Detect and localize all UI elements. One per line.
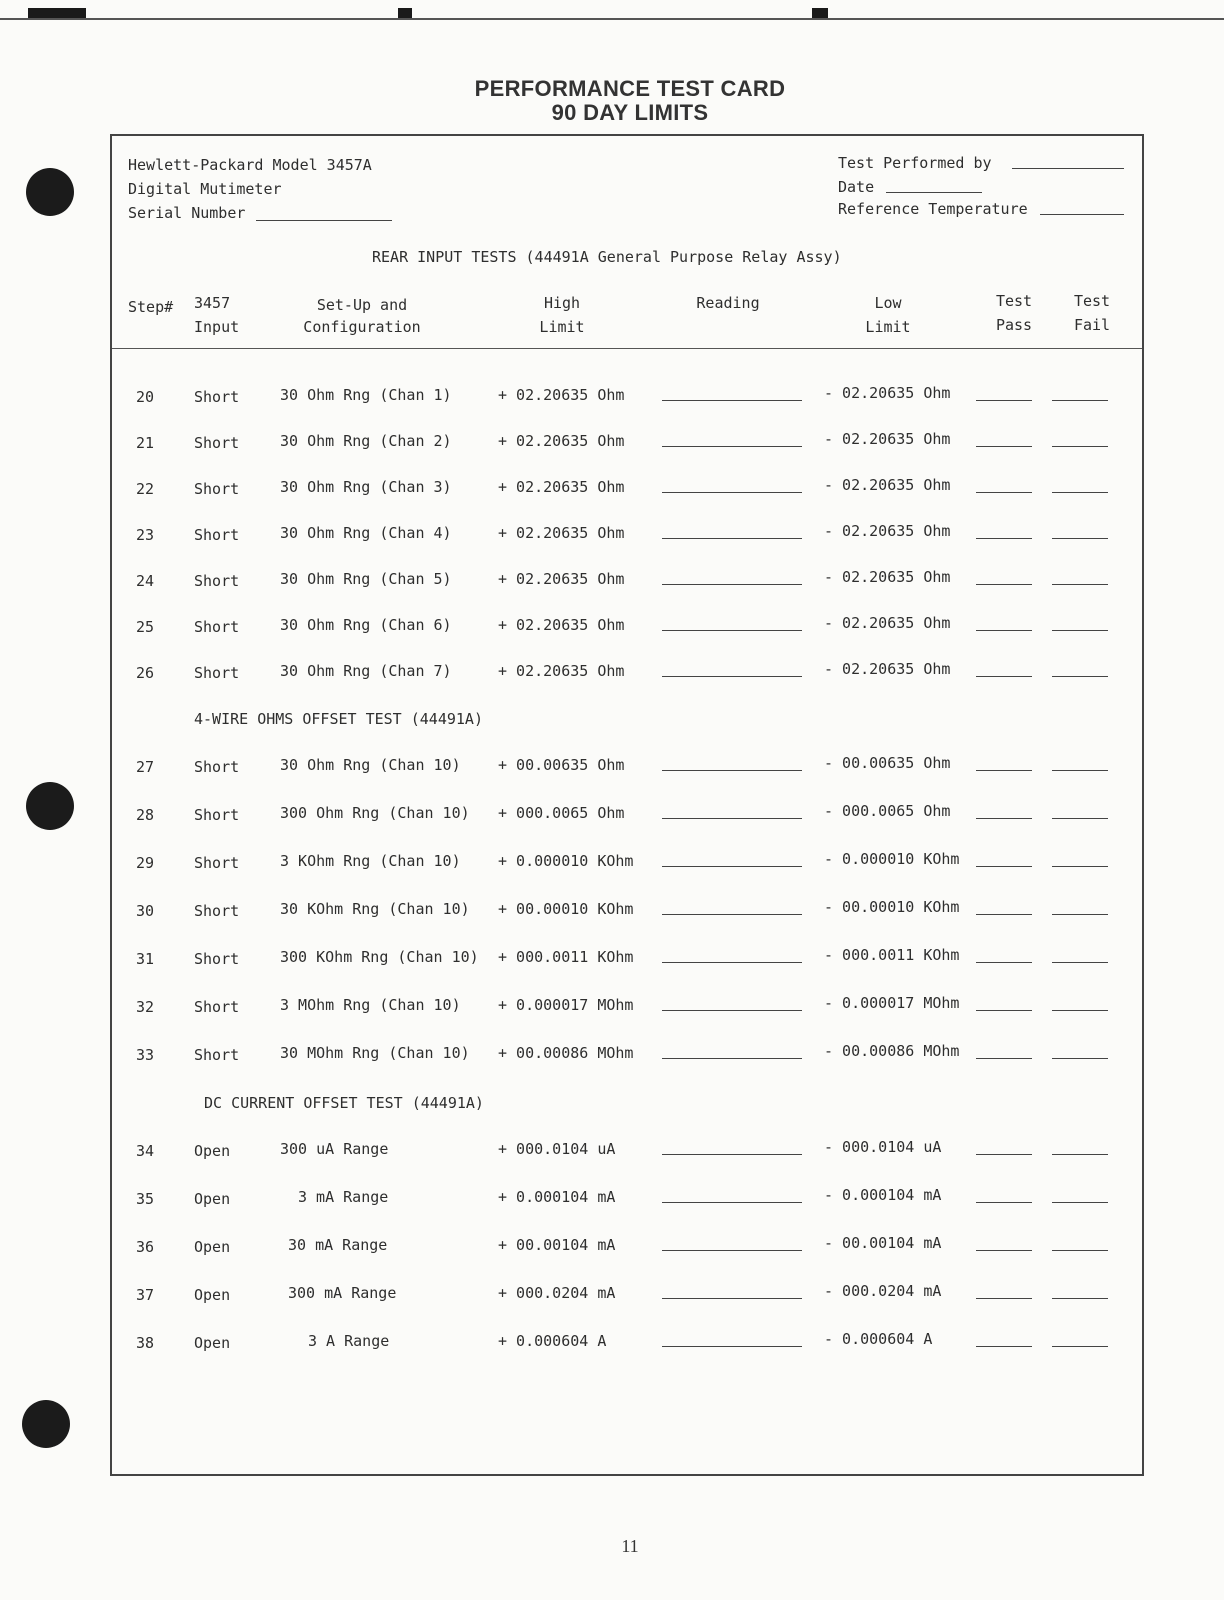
col-low-line1: Low — [874, 294, 902, 312]
col-high-line2: Limit — [539, 318, 585, 336]
step-number: 34 — [136, 1142, 155, 1160]
setup-config: 300 Ohm Rng (Chan 10) — [280, 804, 470, 822]
setup-config: 30 mA Range — [288, 1236, 388, 1254]
reading-field[interactable] — [662, 1058, 802, 1059]
low-limit: - 000.0011 KOhm — [824, 946, 960, 964]
reading-field[interactable] — [662, 866, 802, 867]
reading-field[interactable] — [662, 962, 802, 963]
pass-field[interactable] — [976, 400, 1032, 401]
top-edge-mark — [28, 8, 86, 18]
input-type: Short — [194, 1046, 240, 1064]
setup-config: 300 mA Range — [288, 1284, 397, 1302]
pass-field[interactable] — [976, 1010, 1032, 1011]
step-number: 26 — [136, 664, 155, 682]
low-limit: - 0.000104 mA — [824, 1186, 942, 1204]
reading-field[interactable] — [662, 1346, 802, 1347]
low-limit: - 02.20635 Ohm — [824, 660, 951, 678]
fail-field[interactable] — [1052, 914, 1108, 915]
reading-field[interactable] — [662, 1154, 802, 1155]
setup-config: 30 MOhm Rng (Chan 10) — [280, 1044, 470, 1062]
pass-field[interactable] — [976, 630, 1032, 631]
step-number: 29 — [136, 854, 155, 872]
pass-field[interactable] — [976, 962, 1032, 963]
high-limit: + 02.20635 Ohm — [498, 662, 625, 680]
setup-config: 30 Ohm Rng (Chan 3) — [280, 478, 452, 496]
fail-field[interactable] — [1052, 492, 1108, 493]
input-type: Short — [194, 526, 240, 544]
setup-config: 3 A Range — [308, 1332, 390, 1350]
reading-field[interactable] — [662, 446, 802, 447]
high-limit: + 00.00635 Ohm — [498, 756, 625, 774]
step-number: 25 — [136, 618, 155, 636]
fail-field[interactable] — [1052, 818, 1108, 819]
low-limit: - 00.00086 MOhm — [824, 1042, 960, 1060]
page-title: PERFORMANCE TEST CARD — [474, 76, 786, 101]
manufacturer-model: Hewlett-Packard Model 3457A — [128, 156, 372, 174]
fail-field[interactable] — [1052, 1250, 1108, 1251]
high-limit: + 000.0065 Ohm — [498, 804, 625, 822]
section-title: REAR INPUT TESTS (44491A General Purpose Relay Assy) — [372, 248, 842, 266]
setup-config: 30 Ohm Rng (Chan 6) — [280, 616, 452, 634]
step-number: 20 — [136, 388, 155, 406]
binder-hole — [26, 168, 74, 216]
test-card — [110, 134, 1144, 1476]
step-number: 21 — [136, 434, 155, 452]
subsection-title: DC CURRENT OFFSET TEST (44491A) — [204, 1094, 484, 1112]
serial-number-label: Serial Number — [128, 204, 246, 222]
pass-field[interactable] — [976, 446, 1032, 447]
input-type: Open — [194, 1190, 231, 1208]
high-limit: + 000.0011 KOhm — [498, 948, 634, 966]
step-number: 30 — [136, 902, 155, 920]
high-limit: + 02.20635 Ohm — [498, 432, 625, 450]
setup-config: 30 Ohm Rng (Chan 10) — [280, 756, 461, 774]
fail-field[interactable] — [1052, 1298, 1108, 1299]
instrument-name: Digital Mutimeter — [128, 180, 282, 198]
col-pass-line2: Pass — [995, 316, 1033, 334]
low-limit: - 02.20635 Ohm — [824, 522, 951, 540]
high-limit: + 00.00086 MOhm — [498, 1044, 634, 1062]
top-edge-line — [0, 18, 1224, 20]
col-setup-line1: Set-Up and — [316, 296, 408, 314]
step-number: 38 — [136, 1334, 155, 1352]
step-number: 22 — [136, 480, 155, 498]
input-type: Short — [194, 758, 240, 776]
col-reading: Reading — [696, 294, 760, 312]
reading-field[interactable] — [662, 400, 802, 401]
step-number: 27 — [136, 758, 155, 776]
input-type: Short — [194, 854, 240, 872]
step-number: 32 — [136, 998, 155, 1016]
fail-field[interactable] — [1052, 538, 1108, 539]
date-label: Date — [838, 178, 875, 196]
setup-config: 30 Ohm Rng (Chan 5) — [280, 570, 452, 588]
pass-field[interactable] — [976, 1058, 1032, 1059]
pass-field[interactable] — [976, 1298, 1032, 1299]
reading-field[interactable] — [662, 676, 802, 677]
high-limit: + 000.0104 uA — [498, 1140, 616, 1158]
high-limit: + 0.000017 MOhm — [498, 996, 634, 1014]
high-limit: + 00.00104 mA — [498, 1236, 616, 1254]
input-type: Short — [194, 434, 240, 452]
low-limit: - 02.20635 Ohm — [824, 476, 951, 494]
pass-field[interactable] — [976, 492, 1032, 493]
fail-field[interactable] — [1052, 630, 1108, 631]
col-input-line1: 3457 — [194, 294, 231, 312]
pass-field[interactable] — [976, 538, 1032, 539]
col-step: Step# — [128, 298, 174, 316]
page-subtitle: 90 DAY LIMITS — [551, 100, 709, 125]
col-pass-line1: Test — [995, 292, 1033, 310]
input-type: Open — [194, 1286, 231, 1304]
step-number: 24 — [136, 572, 155, 590]
pass-field[interactable] — [976, 1154, 1032, 1155]
low-limit: - 02.20635 Ohm — [824, 614, 951, 632]
fail-field[interactable] — [1052, 400, 1108, 401]
fail-field[interactable] — [1052, 584, 1108, 585]
fail-field[interactable] — [1052, 676, 1108, 677]
input-type: Open — [194, 1238, 231, 1256]
binder-hole — [26, 782, 74, 830]
pass-field[interactable] — [976, 914, 1032, 915]
low-limit: - 00.00635 Ohm — [824, 754, 951, 772]
low-limit: - 02.20635 Ohm — [824, 384, 951, 402]
step-number: 36 — [136, 1238, 155, 1256]
low-limit: - 000.0204 mA — [824, 1282, 942, 1300]
pass-field[interactable] — [976, 1346, 1032, 1347]
reading-field[interactable] — [662, 538, 802, 539]
reading-field[interactable] — [662, 1250, 802, 1251]
input-type: Open — [194, 1142, 231, 1160]
input-type: Short — [194, 998, 240, 1016]
high-limit: + 02.20635 Ohm — [498, 478, 625, 496]
high-limit: + 02.20635 Ohm — [498, 524, 625, 542]
page-number: 11 — [621, 1536, 639, 1556]
header-divider — [112, 348, 1142, 349]
input-type: Short — [194, 618, 240, 636]
fail-field[interactable] — [1052, 1346, 1108, 1347]
pass-field[interactable] — [976, 676, 1032, 677]
pass-field[interactable] — [976, 584, 1032, 585]
reading-field[interactable] — [662, 770, 802, 771]
step-number: 28 — [136, 806, 155, 824]
reading-field[interactable] — [662, 1298, 802, 1299]
input-type: Short — [194, 480, 240, 498]
high-limit: + 0.000604 A — [498, 1332, 607, 1350]
reading-field[interactable] — [662, 492, 802, 493]
setup-config: 300 uA Range — [280, 1140, 389, 1158]
setup-config: 3 KOhm Rng (Chan 10) — [280, 852, 461, 870]
binder-hole — [22, 1400, 70, 1448]
serial-number-field[interactable] — [256, 220, 392, 221]
pass-field[interactable] — [976, 818, 1032, 819]
high-limit: + 0.000010 KOhm — [498, 852, 634, 870]
reading-field[interactable] — [662, 630, 802, 631]
input-type: Short — [194, 950, 240, 968]
reading-field[interactable] — [662, 1010, 802, 1011]
fail-field[interactable] — [1052, 1010, 1108, 1011]
setup-config: 30 Ohm Rng (Chan 4) — [280, 524, 452, 542]
reading-field[interactable] — [662, 818, 802, 819]
fail-field[interactable] — [1052, 1202, 1108, 1203]
low-limit: - 000.0104 uA — [824, 1138, 942, 1156]
reading-field[interactable] — [662, 914, 802, 915]
input-type: Short — [194, 664, 240, 682]
high-limit: + 0.000104 mA — [498, 1188, 616, 1206]
step-number: 37 — [136, 1286, 155, 1304]
pass-field[interactable] — [976, 1202, 1032, 1203]
setup-config: 3 mA Range — [298, 1188, 389, 1206]
low-limit: - 02.20635 Ohm — [824, 568, 951, 586]
reference-temperature-label: Reference Temperature — [838, 200, 1028, 218]
setup-config: 30 Ohm Rng (Chan 2) — [280, 432, 452, 450]
reading-field[interactable] — [662, 1202, 802, 1203]
pass-field[interactable] — [976, 770, 1032, 771]
pass-field[interactable] — [976, 866, 1032, 867]
input-type: Short — [194, 388, 240, 406]
setup-config: 30 Ohm Rng (Chan 7) — [280, 662, 452, 680]
performed-by-field[interactable] — [1012, 168, 1124, 169]
step-number: 23 — [136, 526, 155, 544]
setup-config: 300 KOhm Rng (Chan 10) — [280, 948, 479, 966]
high-limit: + 02.20635 Ohm — [498, 616, 625, 634]
step-number: 31 — [136, 950, 155, 968]
fail-field[interactable] — [1052, 1058, 1108, 1059]
high-limit: + 000.0204 mA — [498, 1284, 616, 1302]
col-high-line1: High — [543, 294, 581, 312]
top-edge-mark — [398, 8, 412, 18]
setup-config: 30 KOhm Rng (Chan 10) — [280, 900, 470, 918]
performed-by-label: Test Performed by — [838, 154, 992, 172]
high-limit: + 02.20635 Ohm — [498, 386, 625, 404]
low-limit: - 0.000017 MOhm — [824, 994, 960, 1012]
setup-config: 30 Ohm Rng (Chan 1) — [280, 386, 452, 404]
col-setup-line2: Configuration — [303, 318, 421, 336]
setup-config: 3 MOhm Rng (Chan 10) — [280, 996, 461, 1014]
col-input-line2: Input — [194, 318, 240, 336]
low-limit: - 0.000604 A — [824, 1330, 933, 1348]
high-limit: + 00.00010 KOhm — [498, 900, 634, 918]
reference-temperature-field[interactable] — [1040, 214, 1124, 215]
subsection-title: 4-WIRE OHMS OFFSET TEST (44491A) — [194, 710, 483, 728]
low-limit: - 00.00010 KOhm — [824, 898, 960, 916]
step-number: 33 — [136, 1046, 155, 1064]
top-edge-mark — [812, 8, 828, 18]
input-type: Short — [194, 902, 240, 920]
fail-field[interactable] — [1052, 1154, 1108, 1155]
input-type: Short — [194, 806, 240, 824]
date-field[interactable] — [886, 192, 982, 193]
low-limit: - 0.000010 KOhm — [824, 850, 960, 868]
fail-field[interactable] — [1052, 446, 1108, 447]
step-number: 35 — [136, 1190, 155, 1208]
low-limit: - 02.20635 Ohm — [824, 430, 951, 448]
col-low-line2: Limit — [865, 318, 911, 336]
input-type: Short — [194, 572, 240, 590]
low-limit: - 000.0065 Ohm — [824, 802, 951, 820]
fail-field[interactable] — [1052, 866, 1108, 867]
col-fail-line1: Test — [1073, 292, 1111, 310]
input-type: Open — [194, 1334, 231, 1352]
reading-field[interactable] — [662, 584, 802, 585]
col-fail-line2: Fail — [1073, 316, 1111, 334]
pass-field[interactable] — [976, 1250, 1032, 1251]
fail-field[interactable] — [1052, 962, 1108, 963]
high-limit: + 02.20635 Ohm — [498, 570, 625, 588]
fail-field[interactable] — [1052, 770, 1108, 771]
low-limit: - 00.00104 mA — [824, 1234, 942, 1252]
